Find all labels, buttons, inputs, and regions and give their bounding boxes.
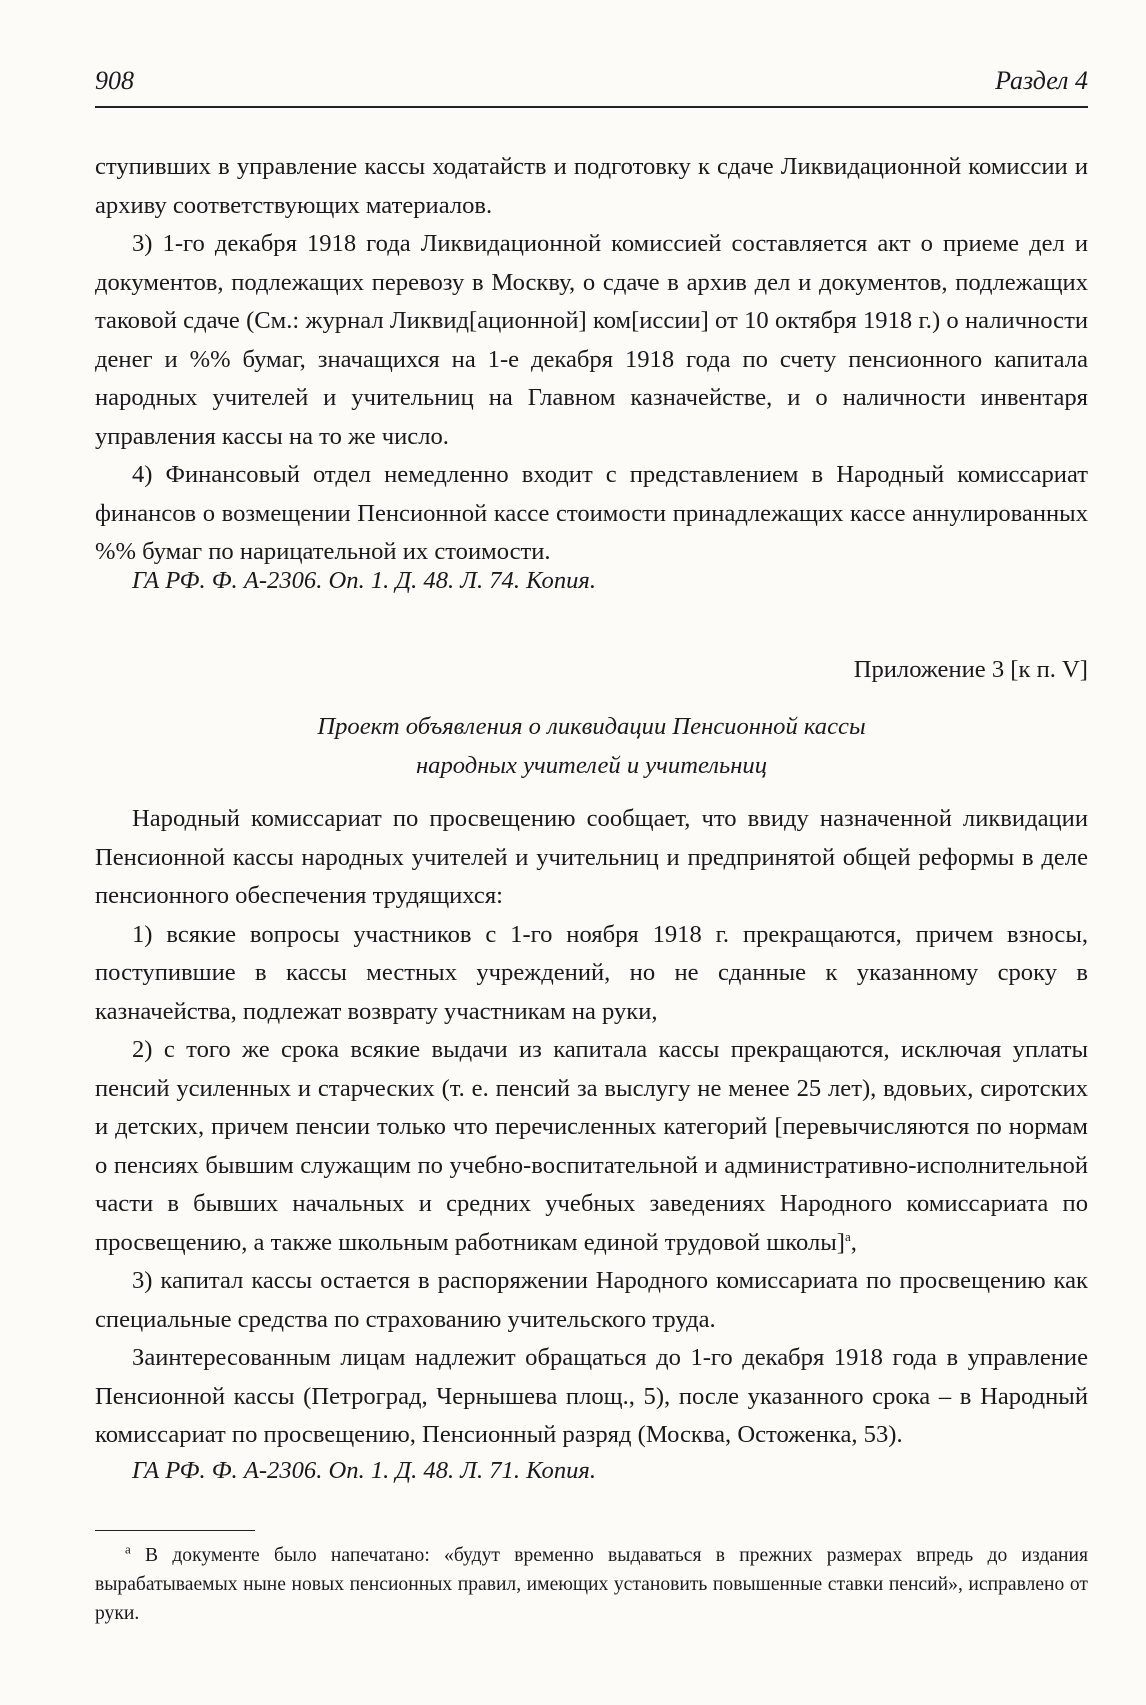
source-citation: ГА РФ. Ф. А-2306. Оп. 1. Д. 48. Л. 71. Копия.	[132, 1457, 597, 1484]
paragraph-intro: Народный комиссариат по просвещению сообщает, что ввиду назначенной ликвидации Пенсионной кассы народных учителей и учительниц и предпринятой общей реформы в деле пенсионного обеспечения трудящихся:	[95, 805, 1088, 909]
document-title-block	[95, 708, 1088, 785]
document-title-line-1: Проект объявления о ликвидации Пенсионной кассы	[317, 713, 866, 740]
footnote-divider	[95, 1530, 255, 1531]
paragraph-point-4: 4) Финансовый отдел немедленно входит с представлением в Народный комиссариат финансов о возмещении Пенсионной кассе стоимости принадлежащих кассе аннулированных %% бумаг по нарицательной их стоимости.	[95, 461, 1088, 565]
footnote-mark: а	[125, 1541, 131, 1557]
appendix-block	[95, 651, 1088, 690]
source-citation-2-block	[95, 1452, 1088, 1491]
source-citation: ГА РФ. Ф. А-2306. Оп. 1. Д. 48. Л. 74. Копия.	[132, 567, 597, 594]
footnote	[95, 1541, 1088, 1628]
footnote-text: В документе было напечатано: «будут временно выдаваться в прежних размерах впредь до издания вырабатываемых ныне новых пенсионных правил, имеющих установить повышенные ставки пенсий», исправлено от руки.	[95, 1545, 1088, 1624]
footnote-reference: а	[844, 1228, 851, 1244]
section-title: Раздел 4	[995, 66, 1088, 95]
paragraph-item-2	[95, 1031, 1088, 1262]
paragraph-item-1: 1) всякие вопросы участников с 1-го ноября 1918 г. прекращаются, причем взносы, поступившие в кассы местных учреждений, но не сданные к указанному сроку в казначейства, подлежат возврату участникам на руки,	[95, 920, 1088, 1025]
text-block-upper	[95, 148, 1088, 572]
document-title-line-2: народных учителей и учительниц	[415, 751, 767, 779]
paragraph-point-3: 3) 1-го декабря 1918 года Ликвидационной комиссией составляется акт о приеме дел и документов, подлежащих перевозу в Москву, о сдаче в архив дел и документов, подлежащих таковой сдаче (См.: журнал Ликвид[ационной] ком[иссии] от 10 октября 1918 г.) о наличности денег и %% бумаг, значащихся на 1-е декабря 1918 года по счету пенсионного капитала народных учителей и учительниц на Главном казначействе, и о наличности инвентаря управления кассы на то же число.	[95, 230, 1088, 450]
appendix-label: Приложение 3 [к п. V]	[853, 656, 1088, 683]
paragraph-continuation: ступивших в управление кассы ходатайств и подготовку к сдаче Ликвидационной комиссии и архиву соответствующих материалов.	[95, 153, 1088, 219]
page-number: 908	[95, 66, 134, 95]
paragraph-item-3: 3) капитал кассы остается в распоряжении Народного комиссариата по просвещению как специальные средства по страхованию учительского труда.	[95, 1267, 1088, 1333]
text-block-announcement	[95, 800, 1088, 1455]
paragraph-item-2-end: ,	[850, 1228, 857, 1256]
paragraph-contacts: Заинтересованным лицам надлежит обращаться до 1-го декабря 1918 года в управление Пенсионной кассы (Петроград, Чернышева площ., 5), после указанного срока – в Народный комиссариат по просвещению, Пенсионный разряд (Москва, Остоженка, 53).	[95, 1344, 1088, 1448]
running-header	[95, 62, 1088, 108]
source-citation-1-block	[95, 562, 1088, 601]
paragraph-item-2-text: 2) с того же срока всякие выдачи из капитала кассы прекращаются, исключая уплаты пенсий усиленных и старческих (т. е. пенсий за выслугу не менее 25 лет), вдовьих, сиротских и детских, причем пенсии только что перечисленных категорий [перевычисляются по нормам о пенсиях бывшим служащим по учебно-воспитательной и административно-исполнительной части в бывших начальных и средних учебных заведениях Народного комиссариата по просвещению, а также школьным работникам единой трудовой школы]	[95, 1036, 1088, 1256]
